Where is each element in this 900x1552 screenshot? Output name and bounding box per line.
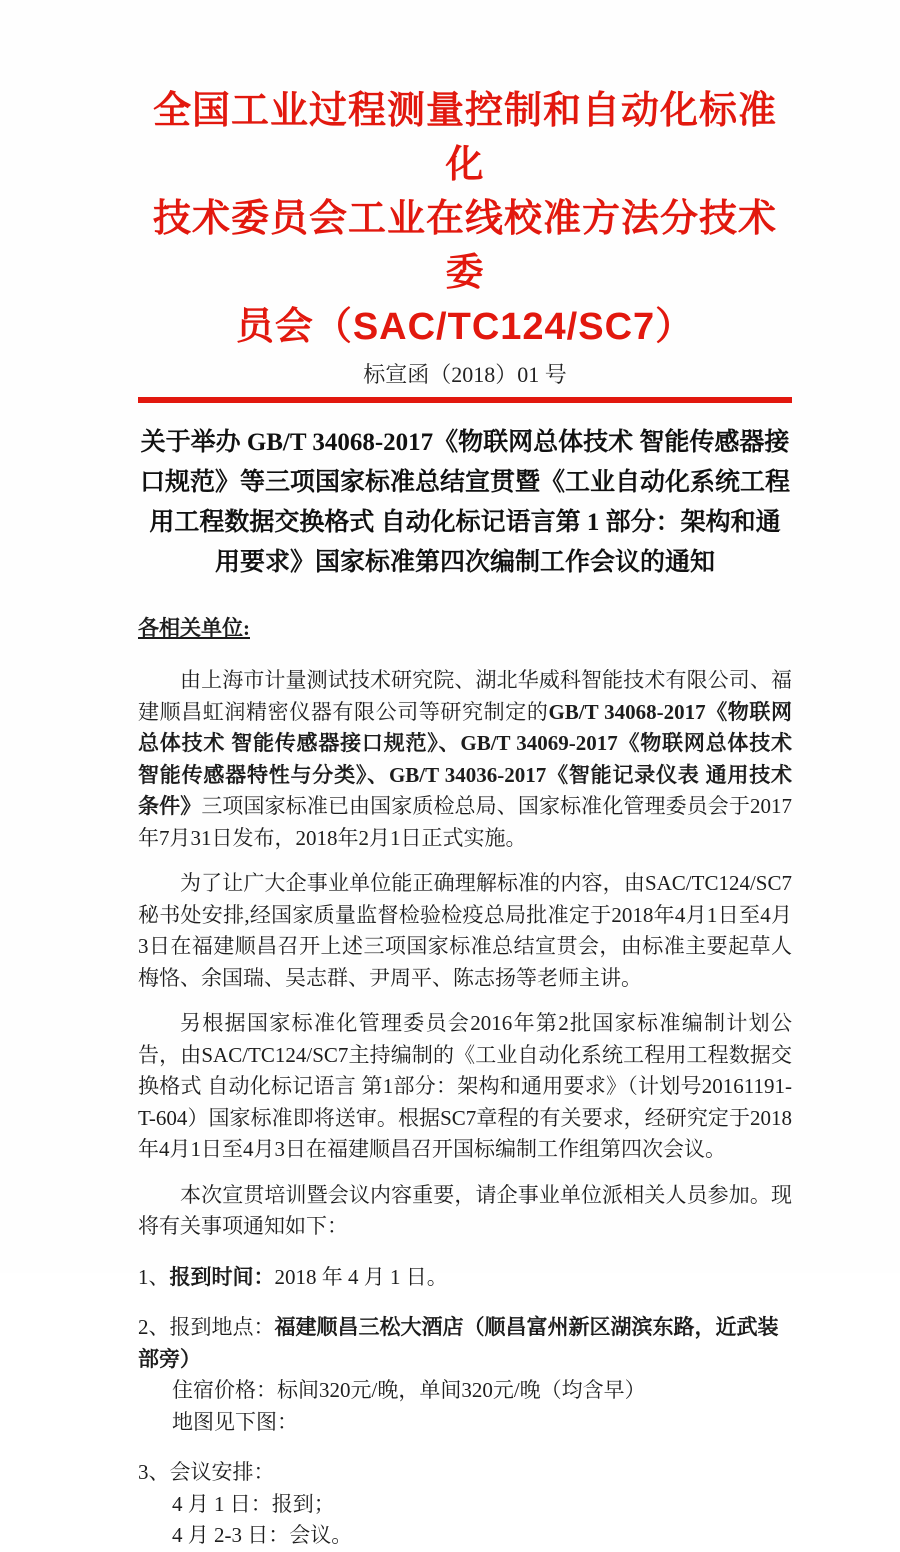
- red-divider-rule: [138, 397, 792, 403]
- notice-heading: 关于举办 GB/T 34068-2017《物联网总体技术 智能传感器接口规范》等三项国家标准总结宣贯暨《工业自动化系统工程用工程数据交换格式 自动化标记语言第 1 部分：架构和通用要求》国家标准第四次编制工作会议的通知: [139, 429, 790, 576]
- organization-title-line-1: 全国工业过程测量控制和自动化标准化: [152, 90, 777, 186]
- map-reference-line: 地图见下图：: [172, 1409, 298, 1434]
- document-number: 标宣函（2018）01 号: [363, 362, 567, 387]
- list-item-meeting-schedule: [138, 1457, 792, 1552]
- list-item-report-time-line: 1、报到时间：2018 年 4 月 1 日。: [138, 1264, 448, 1289]
- paragraph-training-arrangement: 为了让广大企事业单位能正确理解标准的内容，由SAC/TC124/SC7秘书处安排,经国家质量监督检验检疫总局批准定于2018年4月1日至4月3日在福建顺昌召开上述三项国家标准总结宣贯会，由标准主要起草人梅恪、余国瑞、吴志群、尹周平、陈志扬等老师主讲。: [138, 871, 792, 990]
- notice-body: [138, 423, 792, 1552]
- organization-title-line-3: 员会（SAC/TC124/SC7）: [235, 306, 695, 348]
- lodging-price-line: 住宿价格：标间320元/晚，单间320元/晚（均含早）: [172, 1378, 646, 1402]
- list-item-report-time: [138, 1262, 792, 1294]
- list-item-report-location: [138, 1312, 792, 1438]
- paragraph-standards-published: 由上海市计量测试技术研究院、湖北华威科智能技术有限公司、福建顺昌虹润精密仪器有限公司等研究制定的GB/T 34068-2017《物联网总体技术 智能传感器接口规范》、GB/T 34069-2017《物联网总体技术 智能传感器特性与分类》、GB/T 34036-2017《智能记录仪表 通用技术条件》三项国家标准已由国家质检总局、国家标准化管理委员会于2017年7月31日发布，2018年2月1日正式实施。: [138, 668, 793, 850]
- paragraph-notice-intro: 本次宣贯培训暨会议内容重要，请企事业单位派相关人员参加。现将有关事项通知如下：: [138, 1182, 792, 1238]
- paragraph-drafting-meeting: 另根据国家标准化管理委员会2016年第2批国家标准编制计划公告，由SAC/TC124/SC7主持编制的《工业自动化系统工程用工程数据交换格式 自动化标记语言 第1部分：架构和通用要求》（计划号20161191-T-604）国家标准即将送审。根据SC7章程的有关要求，经研究定于2018年4月1日至4月3日在福建顺昌召开国标编制工作组第四次会议。: [138, 1011, 792, 1161]
- salutation: 各相关单位:: [138, 616, 250, 640]
- letterhead: [138, 84, 792, 403]
- organization-title-line-2: 技术委员会工业在线校准方法分技术委: [152, 198, 777, 294]
- schedule-day2-3-line: 4 月 2-3 日：会议。: [172, 1523, 353, 1547]
- schedule-day1-line: 4 月 1 日：报到；: [172, 1491, 335, 1516]
- list-item-report-location-line: 2、报到地点：福建顺昌三松大酒店（顺昌富州新区湖滨东路，近武装部旁）: [138, 1315, 779, 1371]
- organization-title: [138, 84, 792, 354]
- list-item-meeting-schedule-line: 3、会议安排：: [138, 1460, 275, 1484]
